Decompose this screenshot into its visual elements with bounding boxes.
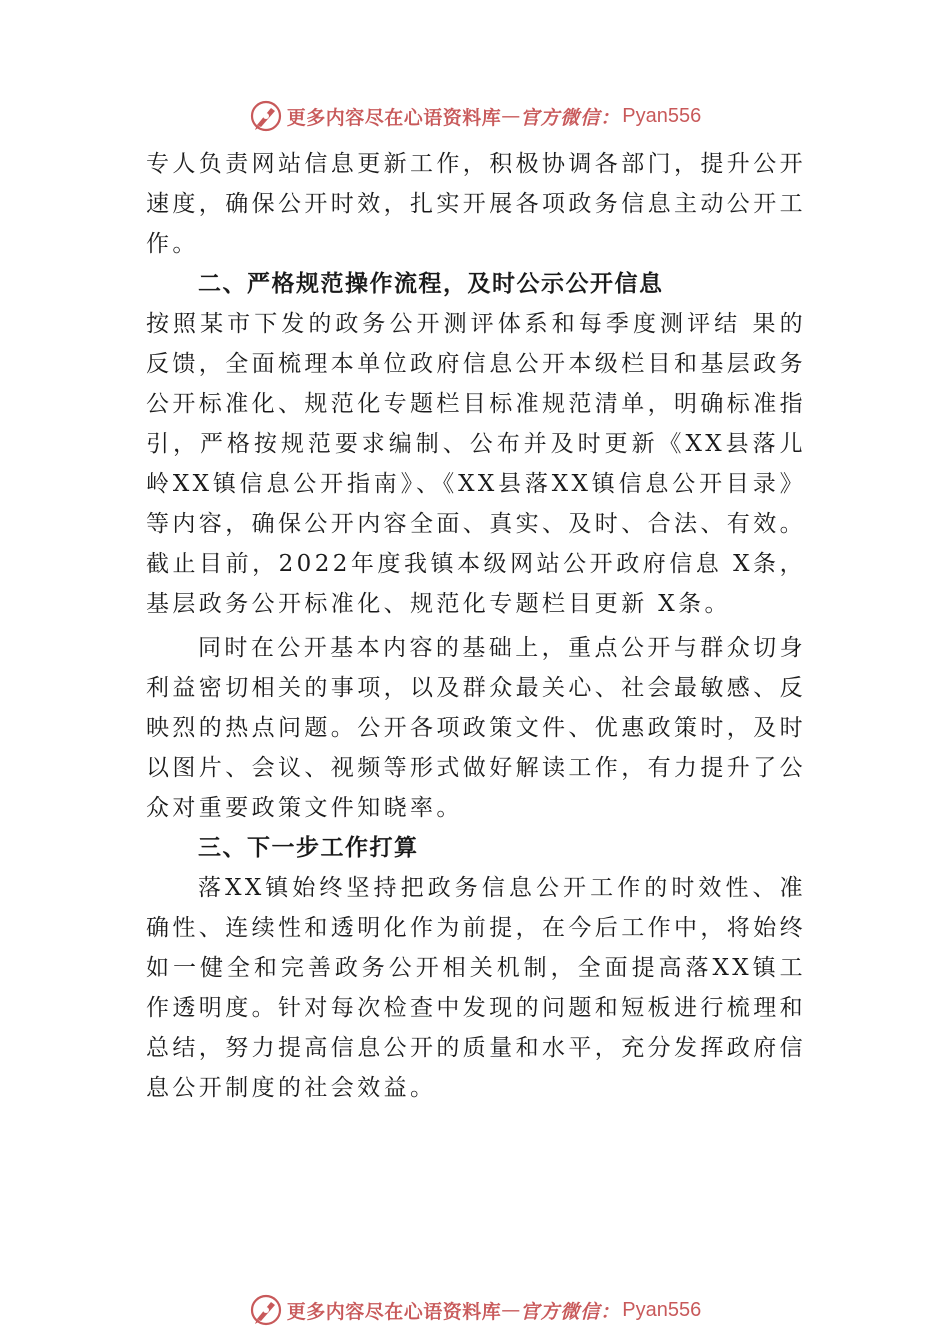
footer-watermark-banner bbox=[0, 1290, 950, 1330]
banner-sub-text: 官方微信： bbox=[520, 106, 621, 129]
banner-dash: — bbox=[501, 105, 521, 127]
section-heading-3: 三、下一步工作打算 bbox=[198, 835, 419, 861]
banner-dash: — bbox=[501, 1299, 521, 1321]
banner-sub-text: 官方微信： bbox=[520, 1300, 621, 1323]
paragraph-4: 落XX镇始终坚持把政务信息公开工作的时效性、准确性、连续性和透明化作为前提，在今后工作中，将始终如一健全和完善政务公开相关机制，全面提高落XX镇工作透明度。针对每次检查中发现的问题和短板进行梳理和总结，努力提高信息公开的质量和水平，充分发挥政府信息公开制度的社会效益。 bbox=[146, 875, 806, 1101]
paragraph-1: 专人负责网站信息更新工作，积极协调各部门，提升公开速度，确保公开时效，扎实开展各项政务信息主动公开工作。 bbox=[146, 151, 806, 257]
section-heading-2: 二、严格规范操作流程，及时公示公开信息 bbox=[198, 271, 664, 297]
banner-main-text: 更多内容尽在心语资料库 bbox=[286, 1300, 502, 1323]
banner-wechat-id: Pyan556 bbox=[622, 1298, 702, 1321]
banner-main-text: 更多内容尽在心语资料库 bbox=[286, 106, 502, 129]
pen-logo-icon bbox=[249, 1293, 283, 1327]
paragraph-2: 按照某市下发的政务公开测评体系和每季度测评结 果的反馈，全面梳理本单位政府信息公开本级栏目和基层政务公开标准化、规范化专题栏目标准规范清单，明确标准指引，严格按规范要求编制、公布并及时更新《XX县落儿岭XX镇信息公开指南》、《XX县落XX镇信息公开目录》等内容，确保公开内容全面、真实、及时、合法、有效。截止目前，2022年度我镇本级网站公开政府信息 X条，基层政务公开标准化、规范化专题栏目更新 X条。 bbox=[146, 311, 806, 617]
header-watermark-banner bbox=[0, 96, 950, 136]
banner-wechat-id: Pyan556 bbox=[622, 104, 702, 127]
pen-logo-icon bbox=[249, 99, 283, 133]
document-body bbox=[146, 144, 806, 1108]
paragraph-3: 同时在公开基本内容的基础上，重点公开与群众切身利益密切相关的事项，以及群众最关心、社会最敏感、反映烈的热点问题。公开各项政策文件、优惠政策时，及时以图片、会议、视频等形式做好解读工作，有力提升了公众对重要政策文件知晓率。 bbox=[146, 635, 806, 821]
